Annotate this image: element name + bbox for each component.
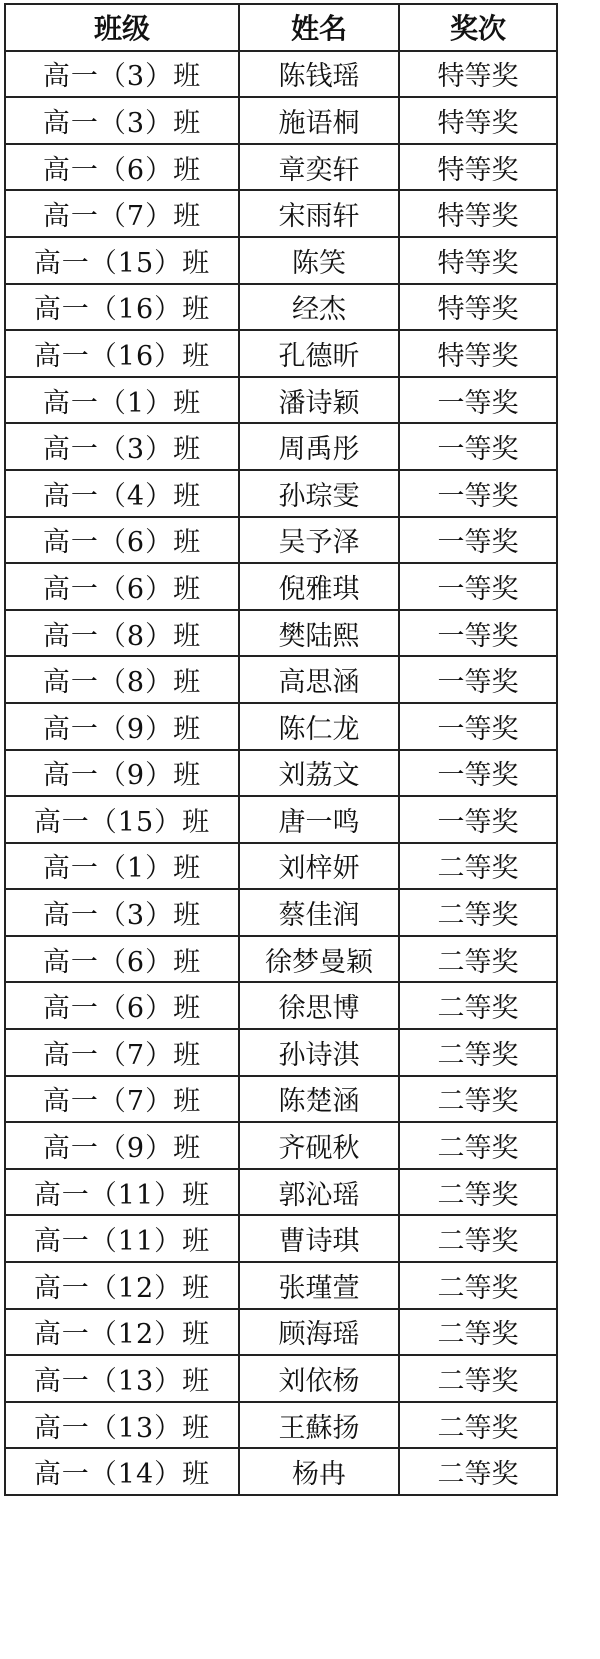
table-row [5,237,557,284]
award-cell: 一等奖 [399,656,557,703]
class-cell: 高一（11）班 [5,1215,239,1262]
class-cell: 高一（6）班 [5,144,239,191]
name-cell: 唐一鸣 [239,796,399,843]
name-cell: 高思涵 [239,656,399,703]
class-cell: 高一（7）班 [5,190,239,237]
table-body [5,51,557,1495]
name-cell: 周禹彤 [239,423,399,470]
class-cell: 高一（3）班 [5,51,239,98]
header-row [5,4,557,51]
class-cell: 高一（1）班 [5,843,239,890]
name-cell: 顾海瑶 [239,1309,399,1356]
class-cell: 高一（3）班 [5,97,239,144]
table-row [5,1076,557,1123]
class-cell: 高一（7）班 [5,1029,239,1076]
class-cell: 高一（9）班 [5,703,239,750]
award-cell: 一等奖 [399,423,557,470]
name-cell: 陈楚涵 [239,1076,399,1123]
name-cell: 陈笑 [239,237,399,284]
award-cell: 二等奖 [399,1122,557,1169]
name-cell: 吴予泽 [239,517,399,564]
class-cell: 高一（6）班 [5,936,239,983]
table-row [5,843,557,890]
class-cell: 高一（4）班 [5,470,239,517]
class-cell: 高一（3）班 [5,889,239,936]
award-cell: 一等奖 [399,563,557,610]
award-cell: 二等奖 [399,1076,557,1123]
class-cell: 高一（6）班 [5,517,239,564]
table-row [5,470,557,517]
table-row [5,1029,557,1076]
table-row [5,190,557,237]
class-cell: 高一（16）班 [5,330,239,377]
table-row [5,703,557,750]
table-row [5,936,557,983]
name-cell: 刘荔文 [239,750,399,797]
name-cell: 郭沁瑶 [239,1169,399,1216]
award-cell: 二等奖 [399,843,557,890]
award-cell: 特等奖 [399,144,557,191]
header-class: 班级 [5,4,239,51]
award-cell: 一等奖 [399,703,557,750]
table-row [5,889,557,936]
name-cell: 徐梦曼颖 [239,936,399,983]
table-row [5,1215,557,1262]
class-cell: 高一（13）班 [5,1402,239,1449]
table-row [5,610,557,657]
header-award: 奖次 [399,4,557,51]
award-cell: 特等奖 [399,284,557,331]
table-row [5,1122,557,1169]
class-cell: 高一（6）班 [5,982,239,1029]
table-row [5,97,557,144]
table-row [5,423,557,470]
table-row [5,750,557,797]
award-cell: 特等奖 [399,237,557,284]
table-row [5,51,557,98]
class-cell: 高一（1）班 [5,377,239,424]
name-cell: 张瑾萱 [239,1262,399,1309]
name-cell: 徐思博 [239,982,399,1029]
table-row [5,982,557,1029]
name-cell: 蔡佳润 [239,889,399,936]
table-row [5,1169,557,1216]
award-cell: 二等奖 [399,1169,557,1216]
class-cell: 高一（16）班 [5,284,239,331]
award-cell: 二等奖 [399,982,557,1029]
name-cell: 王蘇扬 [239,1402,399,1449]
name-cell: 潘诗颖 [239,377,399,424]
award-cell: 特等奖 [399,330,557,377]
table-row [5,1355,557,1402]
award-cell: 二等奖 [399,1448,557,1495]
class-cell: 高一（13）班 [5,1355,239,1402]
name-cell: 樊陆熙 [239,610,399,657]
name-cell: 曹诗琪 [239,1215,399,1262]
award-cell: 二等奖 [399,1402,557,1449]
class-cell: 高一（15）班 [5,796,239,843]
table-row [5,144,557,191]
award-cell: 特等奖 [399,97,557,144]
class-cell: 高一（8）班 [5,656,239,703]
class-cell: 高一（9）班 [5,750,239,797]
award-cell: 二等奖 [399,936,557,983]
award-cell: 特等奖 [399,190,557,237]
class-cell: 高一（15）班 [5,237,239,284]
name-cell: 刘依杨 [239,1355,399,1402]
award-cell: 二等奖 [399,1355,557,1402]
award-cell: 二等奖 [399,1262,557,1309]
name-cell: 章奕轩 [239,144,399,191]
header-name: 姓名 [239,4,399,51]
name-cell: 孔德昕 [239,330,399,377]
name-cell: 陈钱瑶 [239,51,399,98]
class-cell: 高一（6）班 [5,563,239,610]
table-row [5,517,557,564]
table-row [5,796,557,843]
name-cell: 陈仁龙 [239,703,399,750]
class-cell: 高一（12）班 [5,1309,239,1356]
award-cell: 一等奖 [399,517,557,564]
award-cell: 一等奖 [399,750,557,797]
name-cell: 孙诗淇 [239,1029,399,1076]
class-cell: 高一（14）班 [5,1448,239,1495]
table-row [5,656,557,703]
award-cell: 一等奖 [399,796,557,843]
table-row [5,1448,557,1495]
class-cell: 高一（3）班 [5,423,239,470]
name-cell: 经杰 [239,284,399,331]
award-cell: 二等奖 [399,1309,557,1356]
class-cell: 高一（8）班 [5,610,239,657]
award-cell: 特等奖 [399,51,557,98]
table-row [5,563,557,610]
table-row [5,377,557,424]
table-row [5,1262,557,1309]
name-cell: 齐砚秋 [239,1122,399,1169]
name-cell: 杨冉 [239,1448,399,1495]
award-cell: 一等奖 [399,470,557,517]
award-table [4,3,558,1496]
award-cell: 一等奖 [399,610,557,657]
name-cell: 宋雨轩 [239,190,399,237]
name-cell: 施语桐 [239,97,399,144]
table-row [5,1402,557,1449]
table-row [5,1309,557,1356]
name-cell: 刘梓妍 [239,843,399,890]
class-cell: 高一（9）班 [5,1122,239,1169]
class-cell: 高一（7）班 [5,1076,239,1123]
class-cell: 高一（11）班 [5,1169,239,1216]
award-cell: 二等奖 [399,1215,557,1262]
table-row [5,284,557,331]
name-cell: 孙琮雯 [239,470,399,517]
award-cell: 一等奖 [399,377,557,424]
name-cell: 倪雅琪 [239,563,399,610]
award-cell: 二等奖 [399,889,557,936]
table-row [5,330,557,377]
award-cell: 二等奖 [399,1029,557,1076]
class-cell: 高一（12）班 [5,1262,239,1309]
